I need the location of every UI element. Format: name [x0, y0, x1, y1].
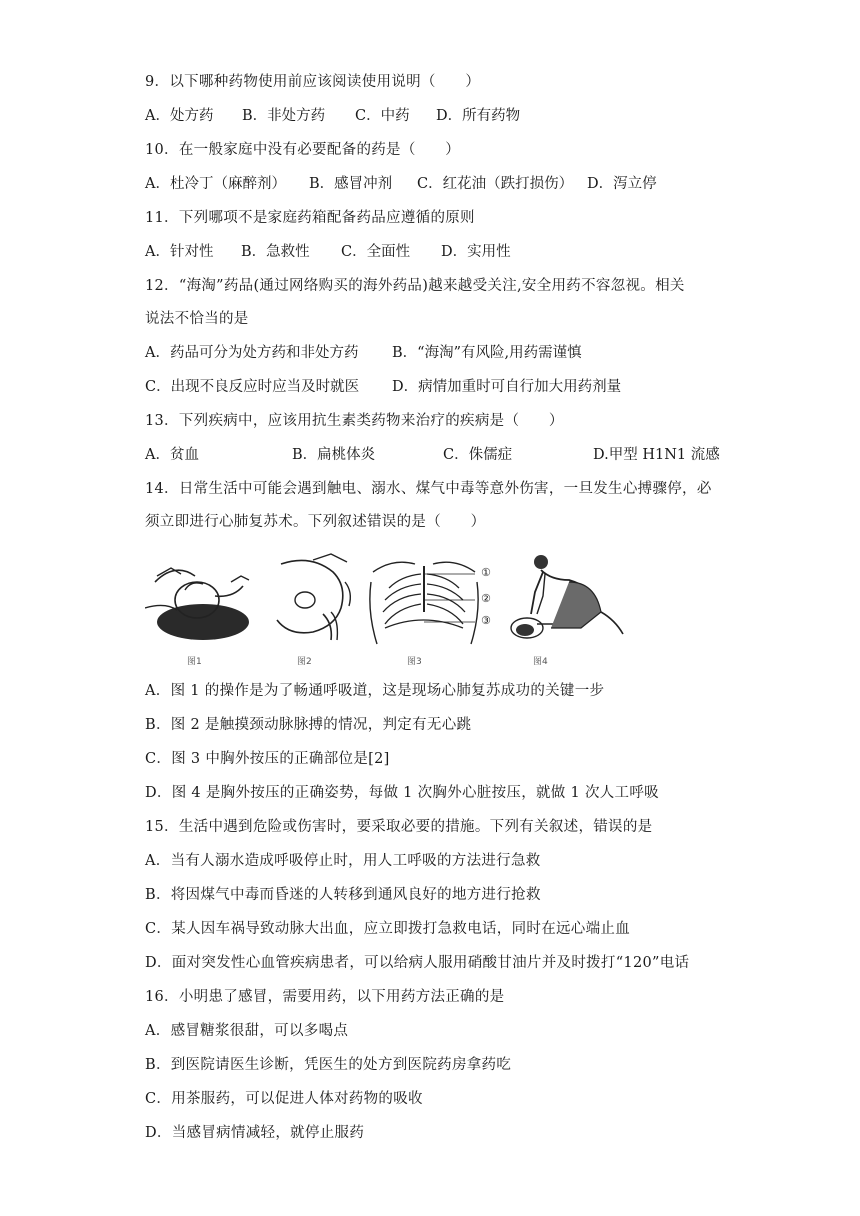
option-b: B．扁桃体炎 — [292, 447, 376, 463]
figure-3-label-2: ② — [481, 592, 491, 605]
option-c: C．红花油（跌打损伤） — [417, 176, 574, 192]
figure-1-caption: 图1 — [187, 657, 202, 667]
option-b: B．“海淘”有风险,用药需谨慎 — [392, 345, 582, 361]
option-c: C．全面性 — [341, 244, 411, 260]
question-13-stem: 13．下列疾病中，应该用抗生素类药物来治疗的疾病是（ ） — [145, 413, 564, 429]
option-a: A．药品可分为处方药和非处方药 — [145, 345, 359, 361]
option-b: B．感冒冲剂 — [309, 176, 393, 192]
question-14-option-d: D．图 4 是胸外按压的正确姿势，每做 1 次胸外心脏按压，就做 1 次人工呼吸 — [145, 785, 659, 801]
question-16-option-c: C．用茶服药，可以促进人体对药物的吸收 — [145, 1091, 423, 1107]
question-12-stem-line-1: 12．“海淘”药品(通过网络购买的海外药品)越来越受关注,安全用药不容忽视。相关 — [145, 278, 685, 294]
figure-4-caption: 图4 — [533, 657, 548, 667]
option-a: A．贫血 — [145, 447, 199, 463]
question-15-option-b: B．将因煤气中毒而昏迷的人转移到通风良好的地方进行抢救 — [145, 887, 541, 903]
question-11-stem: 11．下列哪项不是家庭药箱配备药品应遵循的原则 — [145, 210, 475, 226]
pulse-check-icon — [261, 552, 361, 648]
question-16-option-b: B．到医院请医生诊断，凭医生的处方到医院药房拿药吃 — [145, 1057, 512, 1073]
question-14-stem-line-2: 须立即进行心肺复苏术。下列叙述错误的是（ ） — [145, 514, 486, 530]
option-c: C．侏儒症 — [443, 447, 513, 463]
question-15-option-a: A．当有人溺水造成呼吸停止时，用人工呼吸的方法进行急救 — [145, 853, 541, 869]
question-14-option-b: B．图 2 是触摸颈动脉脉搏的情况，判定有无心跳 — [145, 717, 472, 733]
option-d: D．泻立停 — [587, 176, 657, 192]
figure-3-illustration — [367, 552, 497, 670]
figure-2-illustration — [261, 552, 361, 670]
question-16-option-a: A．感冒糖浆很甜，可以多喝点 — [145, 1023, 349, 1039]
option-b: B．非处方药 — [242, 108, 326, 124]
option-b: B．急救性 — [241, 244, 310, 260]
option-d: D.甲型 H1N1 流感 — [593, 447, 720, 463]
figure-3-caption: 图3 — [407, 657, 422, 667]
ribcage-icon — [367, 552, 497, 648]
question-12-stem-line-2: 说法不恰当的是 — [145, 311, 249, 327]
question-10-stem: 10．在一般家庭中没有必要配备的药是（ ） — [145, 142, 461, 158]
question-16-stem: 16．小明患了感冒，需要用药，以下用药方法正确的是 — [145, 989, 505, 1005]
figure-1-illustration — [145, 552, 255, 670]
option-d: D．实用性 — [441, 244, 511, 260]
question-14-option-c: C．图 3 中胸外按压的正确部位是[2] — [145, 751, 390, 767]
cpr-figure-strip — [145, 552, 715, 670]
figure-2-caption: 图2 — [297, 657, 312, 667]
question-14-stem-line-1: 14．日常生活中可能会遇到触电、溺水、煤气中毒等意外伤害，一旦发生心搏骤停，必 — [145, 481, 712, 497]
airway-opening-icon — [145, 552, 255, 648]
figure-3-label-3: ③ — [481, 614, 491, 627]
question-16-option-d: D．当感冒病情减轻，就停止服药 — [145, 1125, 365, 1141]
option-c: C．出现不良反应时应当及时就医 — [145, 379, 360, 395]
question-9-stem: 9．以下哪种药物使用前应该阅读使用说明（ ） — [145, 74, 481, 90]
option-a: A．杜冷丁（麻醉剂） — [145, 176, 286, 192]
option-d: D．病情加重时可自行加大用药剂量 — [392, 379, 622, 395]
question-14-option-a: A．图 1 的操作是为了畅通呼吸道，这是现场心肺复苏成功的关键一步 — [145, 683, 605, 699]
question-15-stem: 15．生活中遇到危险或伤害时，要采取必要的措施。下列有关叙述，错误的是 — [145, 819, 653, 835]
figure-4-illustration — [497, 552, 625, 670]
option-a: A．针对性 — [145, 244, 214, 260]
chest-compression-icon — [497, 552, 625, 648]
question-15-option-d: D．面对突发性心血管疾病患者，可以给病人服用硝酸甘油片并及时拨打“120”电话 — [145, 955, 690, 971]
option-d: D．所有药物 — [436, 108, 521, 124]
option-a: A．处方药 — [145, 108, 214, 124]
question-15-option-c: C．某人因车祸导致动脉大出血，应立即拨打急救电话，同时在远心端止血 — [145, 921, 630, 937]
option-c: C．中药 — [355, 108, 410, 124]
figure-3-label-1: ① — [481, 566, 491, 579]
